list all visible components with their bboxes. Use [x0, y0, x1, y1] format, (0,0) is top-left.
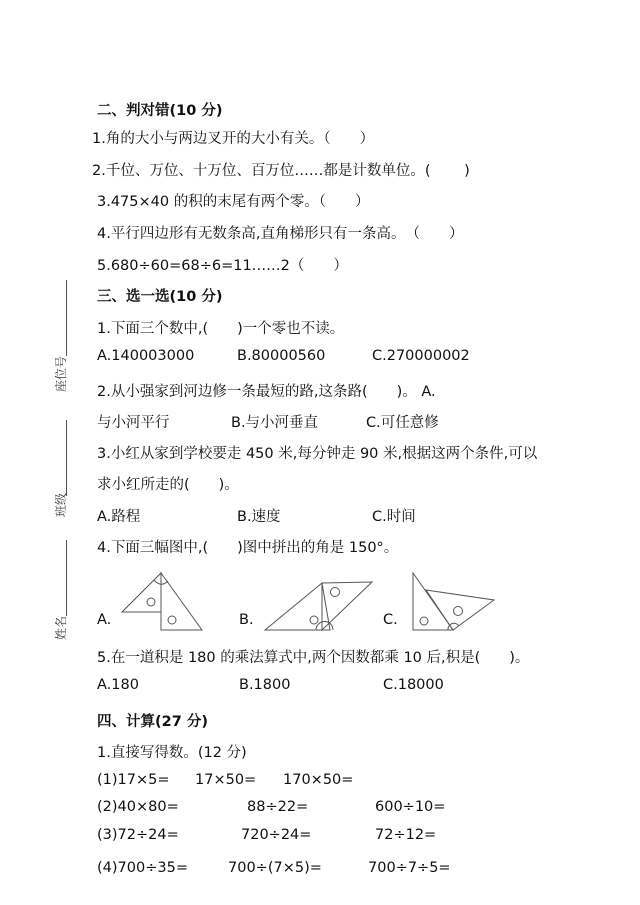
question: 4.平行四边形有无数条高,直角梯形只有一条高。 （ ） — [97, 226, 464, 242]
question: 5.在一道积是 180 的乘法算式中,两个因数都乘 10 后,积是( )。 — [97, 650, 530, 666]
calc-item: 72÷12= — [375, 827, 437, 843]
section-3-title: 三、选一选(10 分) — [97, 289, 223, 305]
question: 3.小红从家到学校要走 450 米,每分钟走 90 米,根据这两个条件,可以 — [97, 446, 538, 462]
option: C. — [383, 612, 398, 628]
question: 2.从小强家到河边修一条最短的路,这条路( )。 A. — [97, 384, 436, 400]
option: B.与小河垂直 — [231, 415, 319, 431]
figure-b — [265, 582, 372, 630]
question: 求小红所走的( )。 — [97, 477, 239, 493]
calc-item: 700÷(7×5)= — [228, 860, 322, 876]
option: C.时间 — [372, 509, 416, 525]
question: 3.475×40 的积的末尾有两个零。（ ） — [97, 194, 370, 210]
question: 1.角的大小与两边叉开的大小有关。（ ） — [92, 131, 375, 147]
option: B.1800 — [239, 677, 291, 693]
option: A.140003000 — [97, 348, 195, 364]
option: B.速度 — [237, 509, 281, 525]
subsection-title: 1.直接写得数。(12 分) — [97, 745, 247, 761]
option: A. — [97, 612, 112, 628]
class-label: 班级 — [54, 492, 68, 517]
name-label: 姓名 — [54, 615, 68, 640]
question: 4.下面三幅图中,( )图中拼出的角是 150°。 — [97, 540, 399, 556]
option: B. — [239, 612, 254, 628]
option: C.270000002 — [372, 348, 470, 364]
option: C.18000 — [383, 677, 444, 693]
seat-label: 座位号 — [54, 355, 68, 392]
figure-c — [413, 573, 494, 630]
question: 5.680÷60=68÷6=11……2（ ） — [97, 258, 348, 274]
calc-item: (2)40×80= — [97, 799, 179, 815]
question: 2.千位、万位、十万位、百万位……都是计数单位。( ) — [92, 163, 470, 179]
question: 1.下面三个数中,( )一个零也不读。 — [97, 321, 345, 337]
calc-item: 170×50= — [283, 772, 354, 788]
section-4-title: 四、计算(27 分) — [97, 714, 208, 730]
calc-item: 700÷7÷5= — [368, 860, 451, 876]
option: A.180 — [97, 677, 139, 693]
calc-item: (1)17×5= — [97, 772, 170, 788]
option: A.路程 — [97, 509, 141, 525]
calc-item: (4)700÷35= — [97, 860, 188, 876]
option: B.80000560 — [237, 348, 326, 364]
option: C.可任意修 — [366, 415, 439, 431]
section-2-title: 二、判对错(10 分) — [97, 103, 223, 119]
calc-item: 88÷22= — [247, 799, 309, 815]
calc-item: 720÷24= — [241, 827, 312, 843]
figure-a — [122, 573, 202, 630]
calc-item: 17×50= — [195, 772, 257, 788]
calc-item: (3)72÷24= — [97, 827, 179, 843]
calc-item: 600÷10= — [375, 799, 446, 815]
option: 与小河平行 — [97, 415, 170, 431]
